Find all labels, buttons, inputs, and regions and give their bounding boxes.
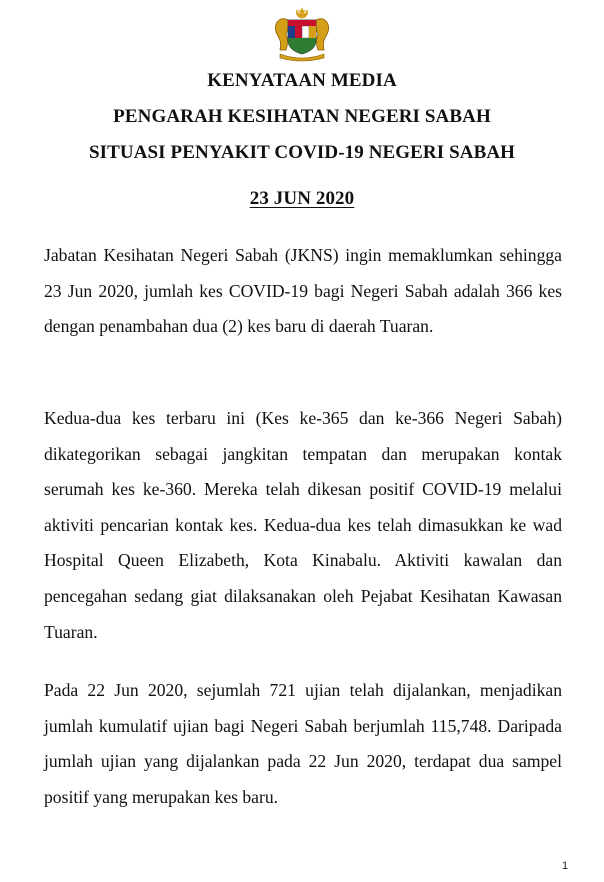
coat-of-arms-icon [270, 6, 334, 62]
paragraph-new-cases-detail: Kedua-dua kes terbaru ini (Kes ke-365 dan ke-366 Negeri Sabah) dikategorikan sebagai jangkitan tempatan dan merupakan kontak serumah kes ke-360. Mereka telah dikesan positif COVID-19 melalui aktiviti pencarian kontak kes. Kedua-dua kes telah dimasukkan ke wad Hospital Queen Elizabeth, Kota Kinabalu. Aktiviti kawalan dan pencegahan sedang giat dilaksanakan oleh Pejabat Kesihatan Kawasan Tuaran. [44, 408, 562, 642]
paragraph-case-summary: Jabatan Kesihatan Negeri Sabah (JKNS) ingin memaklumkan sehingga 23 Jun 2020, jumlah kes COVID-19 bagi Negeri Sabah adalah 366 kes dengan penambahan dua (2) kes baru di daerah Tuaran. [44, 245, 562, 337]
heading-issuer: PENGARAH KESIHATAN NEGERI SABAH [113, 106, 491, 127]
paragraph-testing-stats: Pada 22 Jun 2020, sejumlah 721 ujian telah dijalankan, menjadikan jumlah kumulatif ujian bagi Negeri Sabah berjumlah 115,748. Daripada jumlah ujian yang dijalankan pada 22 Jun 2020, terdapat dua sampel positif yang merupakan kes baru. [44, 680, 562, 807]
statement-date: 23 JUN 2020 [249, 188, 355, 209]
heading-media-statement: KENYATAAN MEDIA [207, 70, 397, 91]
heading-subject: SITUASI PENYAKIT COVID-19 NEGERI SABAH [88, 142, 516, 163]
page-number: 1 [562, 860, 569, 872]
coat-of-arms-emblem [270, 6, 334, 62]
